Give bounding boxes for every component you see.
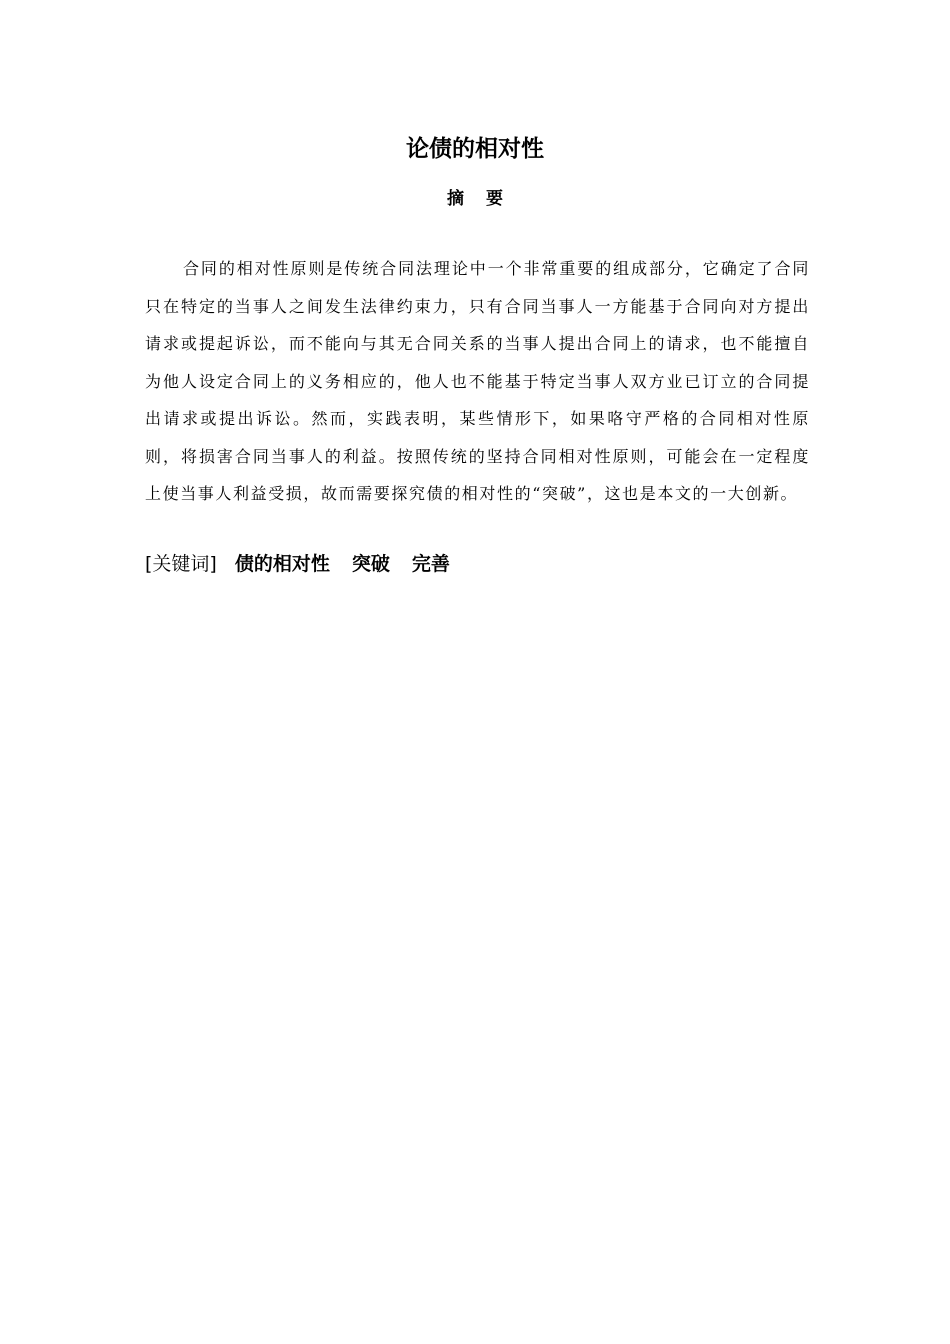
paper-title: 论债的相对性: [406, 136, 544, 162]
abstract-body: 合同的相对性原则是传统合同法理论中一个非常重要的组成部分，它确定了合同只在特定的当事人之间发生法律约束力，只有合同当事人一方能基于合同向对方提出请求或提起诉讼，而不能向与其无合同关系的当事人提出合同上的请求，也不能擅自为他人设定合同上的义务相应的，他人也不能基于特定当事人双方业已订立的合同提出请求或提出诉讼。然而，实践表明，某些情形下，如果咯守严格的合同相对性原则，将损害合同当事人的利益。按照传统的坚持合同相对性原则，可能会在一定程度上使当事人利益受损，故而需要探究债的相对性的“突破”，这也是本文的一大创新。: [145, 259, 810, 503]
abstract-heading: [0, 186, 950, 212]
keyword-item: 债的相对性: [234, 553, 330, 575]
abstract-heading-char-2: 要: [486, 189, 503, 209]
abstract-heading-char-1: 摘: [447, 189, 464, 209]
keywords-label: [关键词]: [145, 553, 217, 575]
keyword-item: 突破: [351, 553, 390, 575]
keywords-line: [145, 548, 810, 580]
keyword-item: 完善: [411, 553, 450, 575]
